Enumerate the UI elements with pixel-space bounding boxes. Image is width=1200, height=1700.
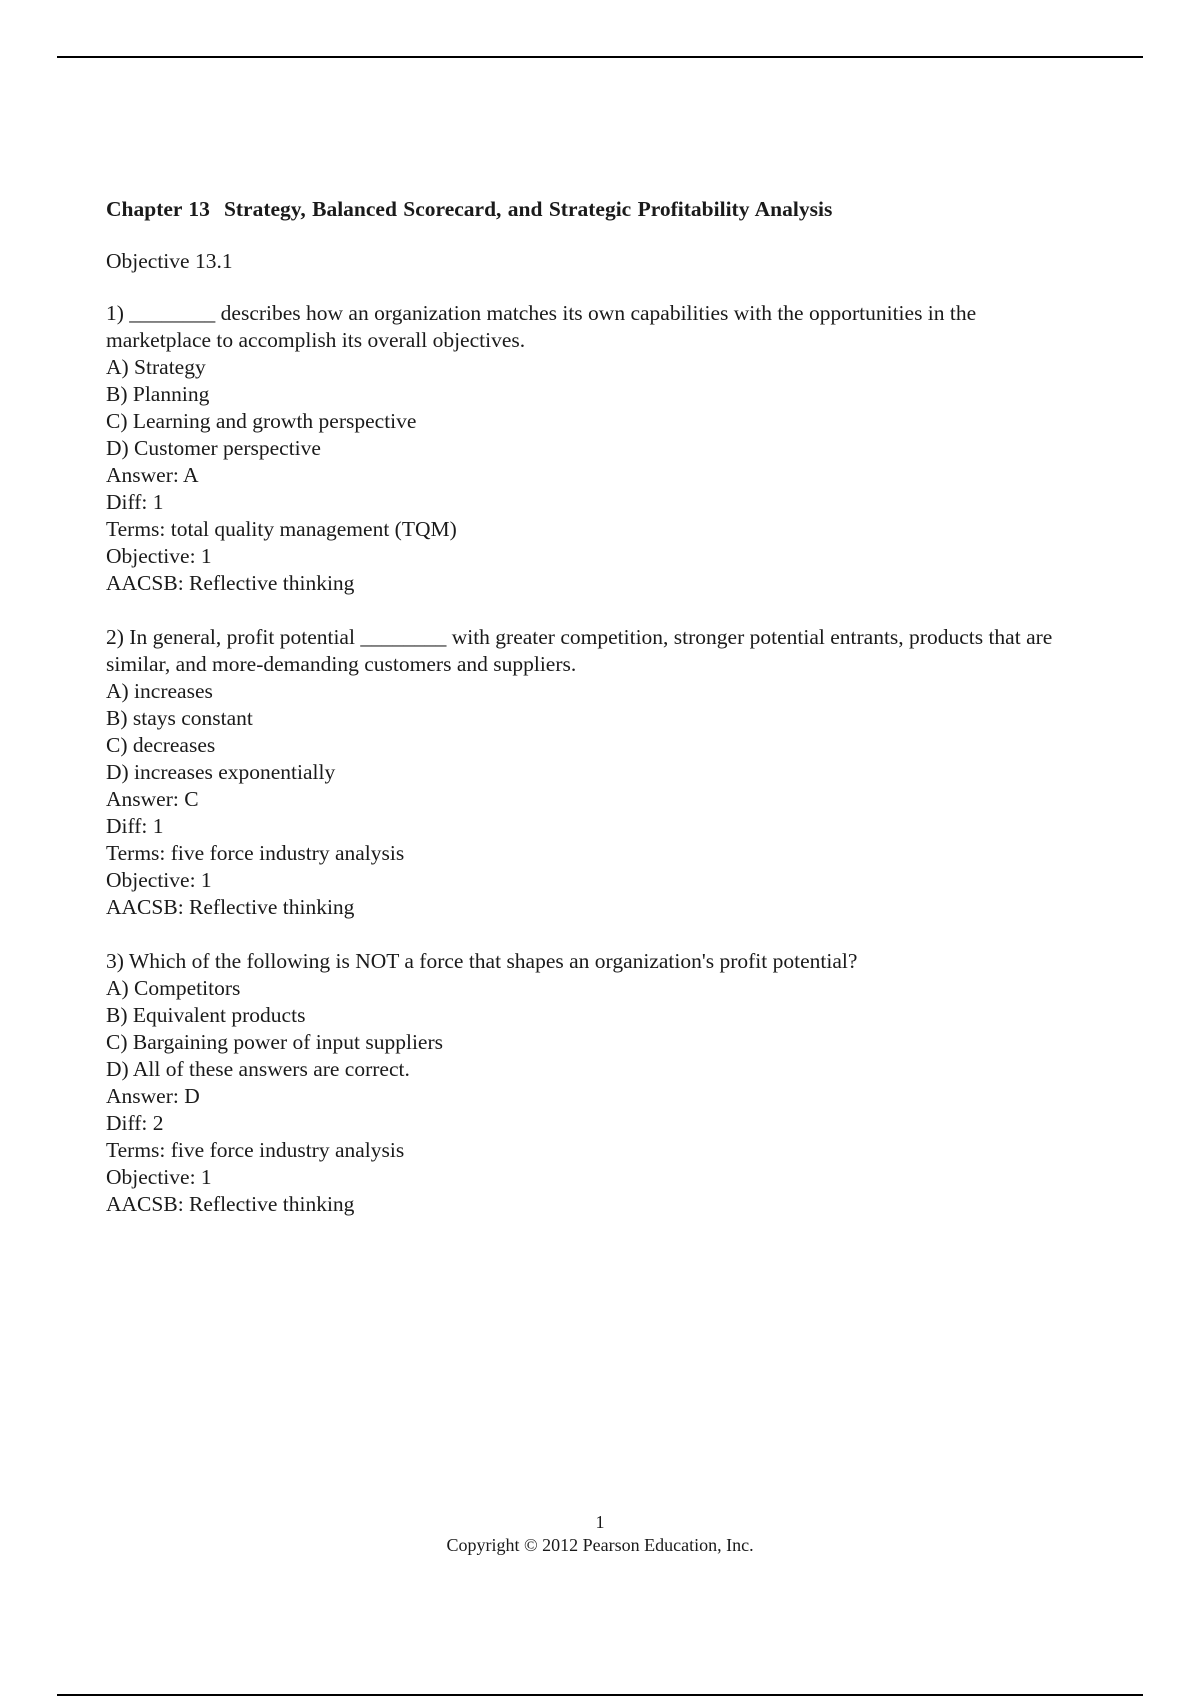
chapter-heading [106,196,1086,223]
terms: Terms: five force industry analysis [106,1138,405,1162]
answer-option: D) All of these answers are correct. [106,1057,410,1081]
document-body [106,196,1086,1245]
question-3 [106,948,1086,1218]
answer-option: A) Strategy [106,355,206,379]
objective: Objective: 1 [106,868,212,892]
answer-option: B) Equivalent products [106,1003,306,1027]
page-number: 1 [595,1512,605,1532]
terms: Terms: five force industry analysis [106,841,405,865]
difficulty: Diff: 1 [106,490,164,514]
copyright-notice: Copyright © 2012 Pearson Education, Inc. [446,1535,754,1555]
difficulty: Diff: 2 [106,1111,164,1135]
aacsb: AACSB: Reflective thinking [106,895,355,919]
answer-option: A) increases [106,679,213,703]
answer-option: C) decreases [106,733,216,757]
answer-option: B) stays constant [106,706,253,730]
answer-option: B) Planning [106,382,210,406]
chapter-title: Strategy, Balanced Scorecard, and Strategic Profitability Analysis [223,197,833,221]
aacsb: AACSB: Reflective thinking [106,571,355,595]
aacsb: AACSB: Reflective thinking [106,1192,355,1216]
question-1 [106,300,1086,597]
answer-option: D) Customer perspective [106,436,321,460]
difficulty: Diff: 1 [106,814,164,838]
question-stem: 1) ________ describes how an organization matches its own capabilities with the opportunities in the marketplace to accomplish its overall objectives. [106,301,977,352]
answer-key: Answer: A [106,463,199,487]
answer-option: C) Learning and growth perspective [106,409,417,433]
question-stem: 2) In general, profit potential ________ with greater competition, stronger potential entrants, products that are similar, and more-demanding customers and suppliers. [106,625,1053,676]
bottom-rule [57,1694,1143,1696]
terms: Terms: total quality management (TQM) [106,517,457,541]
answer-option: D) increases exponentially [106,760,336,784]
answer-option: C) Bargaining power of input suppliers [106,1030,443,1054]
answer-key: Answer: D [106,1084,200,1108]
chapter-number: Chapter 13 [106,197,210,221]
objective: Objective: 1 [106,1165,212,1189]
question-stem: 3) Which of the following is NOT a force that shapes an organization's profit potential? [106,949,858,973]
question-2 [106,624,1086,921]
answer-option: A) Competitors [106,976,241,1000]
objective: Objective: 1 [106,544,212,568]
answer-key: Answer: C [106,787,199,811]
top-rule [57,56,1143,58]
objective-heading: Objective 13.1 [106,249,233,273]
